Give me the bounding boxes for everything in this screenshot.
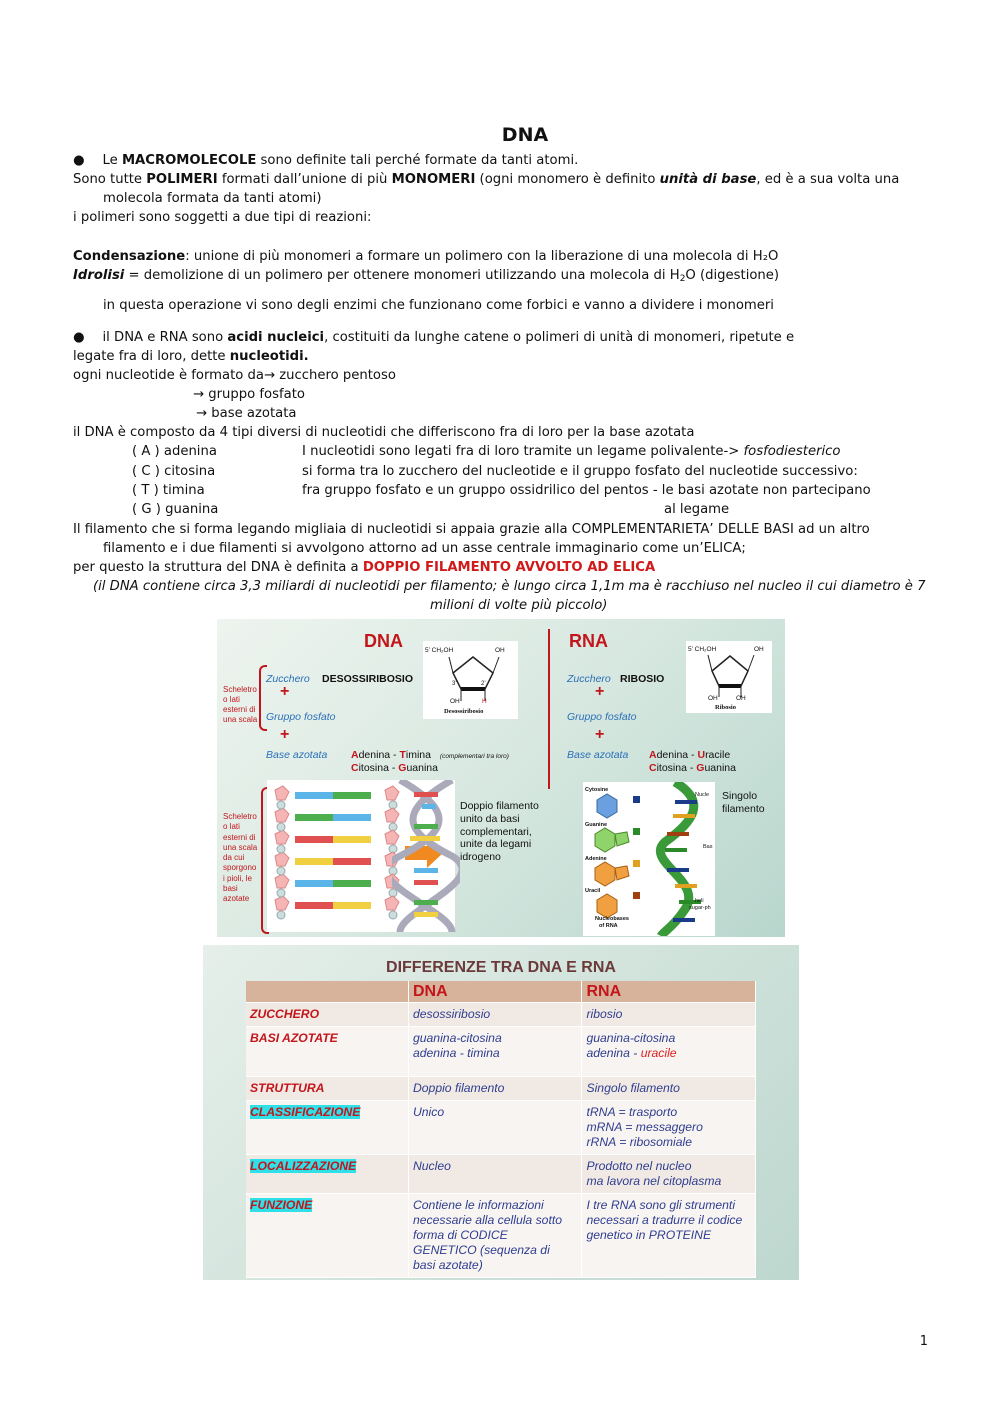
- table-header-row: [246, 981, 756, 1003]
- singolo-filamento-label: Singolo filamento: [722, 790, 765, 815]
- paragraph-note-cont: milioni di volte più piccolo): [430, 598, 608, 613]
- rna-fosfato-label: Gruppo fosfato: [567, 711, 637, 723]
- table-row: BASI AZOTATE guanina-citosina adenina - timina guanina-citosina adenina - uracile: [246, 1027, 756, 1077]
- paragraph-tipi: il DNA è composto da 4 tipi diversi di nucleotidi che differiscono fra di loro per la base azotata: [73, 425, 695, 440]
- paragraph-filamento-cont: filamento e i due filamenti si avvolgono attorno ad un asse centrale immaginario come un’ELICA;: [103, 541, 746, 556]
- dna-heading: DNA: [364, 631, 403, 651]
- rna-ribosio-label: RIBOSIO: [620, 673, 665, 685]
- dna-base-label: Base azotata: [266, 749, 328, 761]
- legame-line-4: al legame: [664, 502, 730, 517]
- scheletro-label-1: Scheletro o lati esterni di una scala: [223, 685, 258, 724]
- paragraph-filamento: Il filamento che si forma legando migliaia di nucleotidi si appaia grazie alla COMPLEMENTARIETA’ DELLE BASI ad un altro: [73, 522, 870, 537]
- legame-line-3: fra gruppo fosfato e un gruppo ossidrilico del pentos - le basi azotate non partecipano: [302, 483, 871, 498]
- plus-sign: +: [280, 726, 290, 743]
- differenze-table-figure: [203, 945, 799, 1280]
- paragraph-note: (il DNA contiene circa 3,3 miliardi di nucleotidi per filamento; è lungo circa 1,1m ma è racchiuso nel nucleo il cui diametro è 7: [93, 579, 926, 594]
- scheletro-label-2: Scheletro o lati esterni di una scala da cui sporgono i pioli, le basi azotate: [223, 812, 258, 904]
- paragraph-condensazione: Condensazione: unione di più monomeri a formare un polimero con la liberazione di una molecola di H₂O: [73, 249, 779, 264]
- plus-sign: +: [595, 726, 605, 743]
- base-adenina: ( A ) adenina: [132, 444, 217, 459]
- table-row: FUNZIONE Contiene le informazioni necessarie alla cellula sotto forma di CODICE GENETICO (sequenza di basi azotate) I tre RNA sono gli strumenti necessari a tradurre il codice genetico in PROTEINE: [246, 1194, 756, 1278]
- rna-bases-pair-2: Citosina - Guanina: [649, 762, 736, 774]
- page-title: DNA: [501, 124, 549, 146]
- differenze-table: [246, 981, 756, 1278]
- rna-heading: RNA: [569, 631, 608, 651]
- dna-fosfato-label: Gruppo fosfato: [266, 711, 336, 723]
- paragraph-idrolisi: Idrolisi = demolizione di un polimero per ottenere monomeri utilizzando una molecola di $H_2O$ (digestione): [73, 268, 780, 284]
- base-guanina: ( G ) guanina: [132, 502, 219, 517]
- plus-sign: +: [595, 683, 605, 700]
- paragraph-polimeri-cont: molecola formata da tanti atomi): [103, 191, 322, 206]
- bracket: [259, 665, 267, 731]
- doppio-filamento-label: Doppio filamento unito da basi complementari, unite da legami idrogeno: [460, 800, 539, 864]
- paragraph-struttura: per questo la struttura del DNA è definita a DOPPIO FILAMENTO AVVOLTO AD ELICA: [73, 560, 656, 575]
- dna-helix-illustration: [392, 780, 460, 932]
- dna-bases-pair-1: Adenina - Timina (complementari tra loro): [351, 749, 509, 761]
- paragraph-nucleotidi: legate fra di loro, dette nucleotidi.: [73, 349, 309, 364]
- dna-desossiribosio-label: DESOSSIRIBOSIO: [322, 673, 414, 685]
- rna-base-label: Base azotata: [567, 749, 629, 761]
- base-citosina: ( C ) citosina: [132, 464, 216, 479]
- table-row: CLASSIFICAZIONE Unico tRNA = trasporto mRNA = messaggero rRNA = ribosomiale: [246, 1101, 756, 1155]
- legame-line-1: I nucleotidi sono legati fra di loro tramite un legame polivalente-> fosfodiesterico: [302, 444, 841, 459]
- dna-zucchero-label: Zucchero: [266, 673, 310, 685]
- base-timina: ( T ) timina: [132, 483, 205, 498]
- table-title: DIFFERENZE TRA DNA E RNA: [386, 959, 616, 976]
- dna-rna-structure-figure: [217, 619, 785, 937]
- dna-bases-pair-2: Citosina - Guanina: [351, 762, 438, 774]
- table-row: ZUCCHERO desossiribosio ribosio: [246, 1003, 756, 1027]
- paragraph-fosfato: → gruppo fosfato: [193, 387, 305, 402]
- divider: [548, 629, 550, 789]
- rna-bases-pair-1: Adenina - Uracile: [649, 749, 731, 761]
- table-row: STRUTTURA Doppio filamento Singolo filamento: [246, 1077, 756, 1101]
- rna-nucleobases-illustration: Cytosine Guanine Adenine Uracil Nucleobases of RNA Nucle Bas heli sugar-ph: [583, 782, 715, 936]
- paragraph-acidi-nucleici: ● il DNA e RNA sono acidi nucleici, costituiti da lunghe catene o polimeri di unità di monomeri, ripetute e: [73, 330, 795, 345]
- paragraph-polimeri: Sono tutte POLIMERI formati dall’unione di più MONOMERI (ogni monomero è definito unità di base, ed è a sua volta una: [73, 172, 900, 187]
- col-dna: DNA: [408, 981, 582, 1003]
- rna-zucchero-label: Zucchero: [567, 673, 611, 685]
- table-row: LOCALIZZAZIONE Nucleo Prodotto nel nucleo ma lavora nel citoplasma: [246, 1155, 756, 1194]
- legame-line-2: si forma tra lo zucchero del nucleotide e il gruppo fosfato del nucleotide successivo:: [302, 464, 858, 479]
- paragraph-reazioni: i polimeri sono soggetti a due tipi di reazioni:: [73, 210, 372, 225]
- page-number: 1: [919, 1334, 928, 1349]
- col-rna: RNA: [582, 981, 756, 1003]
- ribosio-molecule: 5’ CH₂OH OH OH OH Ribosio: [686, 641, 772, 713]
- plus-sign: +: [280, 683, 290, 700]
- paragraph-base: → base azotata: [196, 406, 297, 421]
- paragraph-enzimi: in questa operazione vi sono degli enzimi che funzionano come forbici e vanno a dividere i monomeri: [103, 298, 774, 313]
- desossiribosio-molecule: 5’ CH₂OH OH OH H 3’ 2’ Desossiribosio: [423, 641, 518, 719]
- paragraph-zucchero: ogni nucleotide è formato da→ zucchero pentoso: [73, 368, 396, 383]
- paragraph-macromolecole: ● Le MACROMOLECOLE sono definite tali perché formate da tanti atomi.: [73, 153, 579, 168]
